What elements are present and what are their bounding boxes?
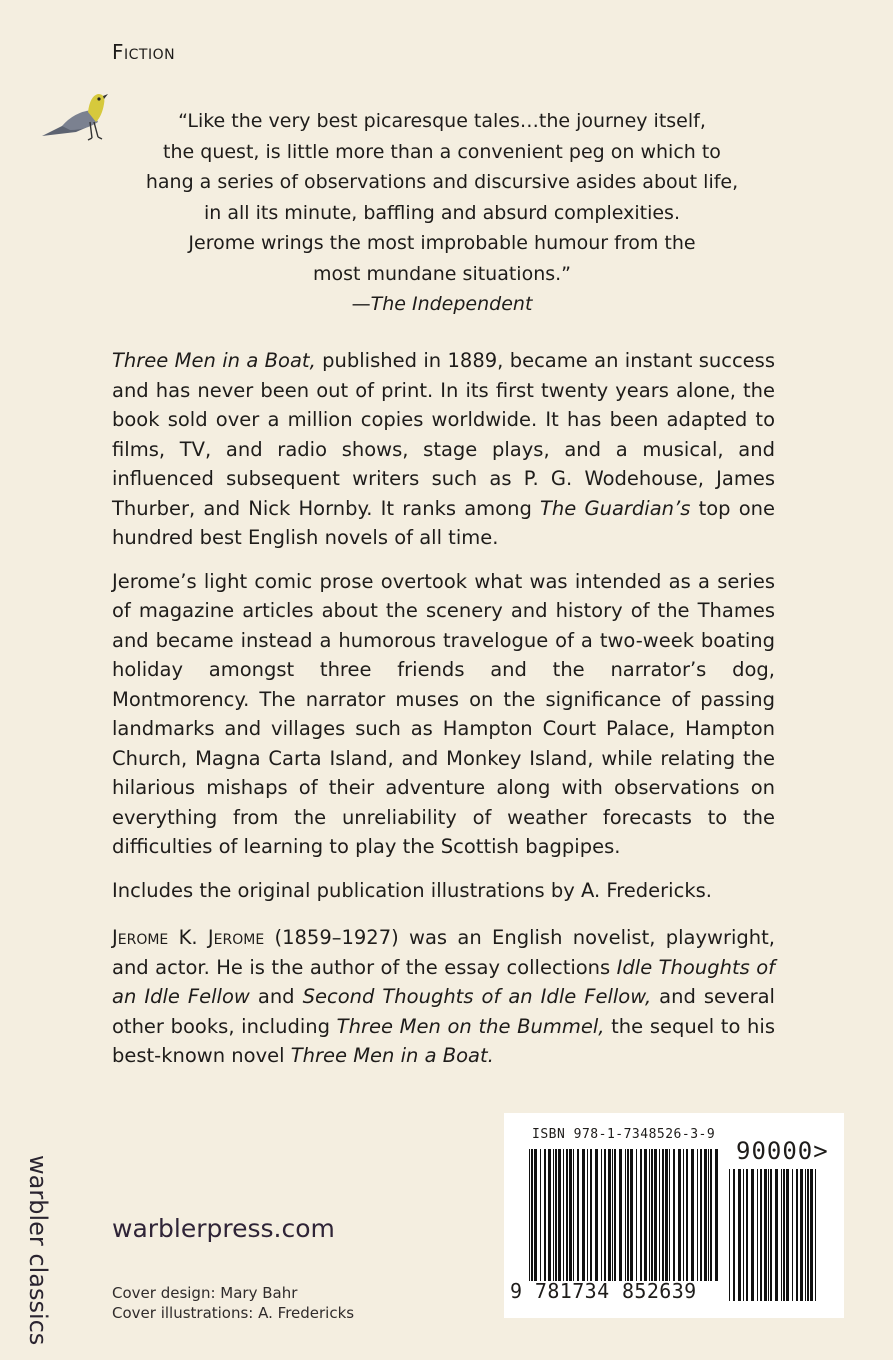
paragraph-text: published in 1889, became an instant success and has never been out of print. In its first twenty years alone, the book sold over a million copies worldwide. It has been adapted to films, TV, and radio shows, stage plays, and a musical, and influenced subsequent writers such as P. G. Wodehouse, James Thurber, and Nick Hornby. It ranks among [112,349,775,520]
paragraph-text: top one hundred best English novels of all time. [112,496,775,549]
barcode-bar [614,1149,616,1281]
barcode-bar [544,1149,546,1281]
author-name: Jerome K. Jerome [112,926,265,949]
attribution-dash: — [351,293,371,315]
barcode-bar [729,1169,730,1301]
barcode-bar [708,1149,709,1281]
barcode-bar [796,1169,798,1301]
description-paragraph-3: Includes the original publication illustrations by A. Fredericks. [112,878,712,902]
barcode-bar [540,1149,541,1281]
barcode-bar [673,1149,675,1281]
bio-text: and [249,985,303,1008]
barcode-panel [504,1113,844,1318]
barcode-bar [775,1169,778,1301]
barcode-bar [792,1169,793,1301]
barcode-bar [529,1149,530,1281]
barcode-bar [640,1149,642,1281]
barcode-bar [649,1149,650,1281]
barcode-bar [630,1149,633,1281]
barcode-bar [815,1169,816,1301]
barcode-bar [651,1149,653,1281]
barcode-bar [625,1149,626,1281]
barcode-bar [764,1169,767,1301]
barcode-bar [733,1169,735,1301]
cover-credits [112,1283,354,1323]
barcode-bar [577,1149,579,1281]
publisher-brand: warbler classics [24,1155,52,1346]
barcode-bar [636,1149,637,1281]
barcode-bar [548,1149,551,1281]
description-paragraph-1 [112,346,775,553]
quote-line: “Like the very best picaresque tales…the journey itself, [178,110,706,132]
quote-line: in all its minute, baffling and absurd complexities. [203,201,680,224]
barcode-bar [566,1149,568,1281]
barcode-bar [669,1149,670,1281]
barcode-bar [627,1149,629,1281]
barcode-bar [595,1149,598,1281]
barcode-bar [683,1149,684,1281]
barcode-bar [612,1149,613,1281]
barcode-bar [757,1169,758,1301]
book-title: Three Men on the Bummel, [336,1014,605,1038]
barcode-bar [619,1149,622,1281]
barcode-bar [770,1169,772,1301]
price-code: 90000> [736,1137,829,1165]
barcode-bar [604,1149,606,1281]
publication-name: The Guardian’s [540,496,691,520]
description-paragraph-2: Jerome’s light comic prose overtook what was intended as a series of magazine articles about the scenery and history of the Thames and became instead a humorous travelogue of a two-week boating holiday amongst three friends and the narrator’s dog, Montmorency. The narrator muses on the significance of passing landmarks and villages such as Hampton Court Palace, Hampton Church, Magna Carta Island, and Monkey Island, while relating the hilarious mishaps of their adventure along with observations on everything from the unreliability of weather forecasts to the difficulties of learning to play the Scottish bagpipes. [112,569,775,858]
quote-line: hang a series of observations and discursive asides about life, [145,171,739,193]
barcode-bar [704,1149,707,1281]
barcode-bar [710,1149,712,1281]
quote-attribution [112,289,772,320]
barcode-bar [678,1149,681,1281]
isbn-label: ISBN 978-1-7348526-3-9 [532,1127,716,1142]
barcode-bar [553,1149,554,1281]
addon-barcode-bars [728,1169,820,1301]
barcode-bar [781,1169,782,1301]
barcode-bar [751,1169,754,1301]
warbler-bird-icon [40,82,108,148]
barcode-bar [715,1149,718,1281]
barcode-bar [654,1149,657,1281]
barcode-bar [587,1149,588,1281]
barcode-bar [665,1149,668,1281]
barcode-bar [738,1169,741,1301]
barcode-bar [743,1169,744,1301]
barcode-bar [697,1149,698,1281]
barcode-bar [783,1169,785,1301]
bio-text: the sequel to his best-known novel [112,1014,775,1067]
barcode-bar [700,1149,702,1281]
description [112,346,775,1085]
barcode-bars [528,1149,722,1281]
publisher-website: warblerpress.com [112,1214,335,1243]
barcode-bar [662,1149,664,1281]
barcode-bar [659,1149,660,1281]
cover-illustration-credit: Cover illustrations: A. Fredericks [112,1304,355,1322]
barcode-bar [691,1149,694,1281]
quote-line: Jerome wrings the most improbable humour from the [188,232,696,254]
cover-design-credit: Cover design: Mary Bahr [112,1284,298,1302]
barcode-bar [531,1149,533,1281]
barcode-bar [686,1149,688,1281]
author-bio [112,923,775,1071]
barcode-bar [746,1169,748,1301]
book-title: Second Thoughts of an Idle Fellow, [302,985,652,1008]
barcode-bar [558,1149,561,1281]
barcode-bar [555,1149,557,1281]
review-quote [112,106,772,320]
barcode-bar [800,1169,803,1301]
book-title: Idle Thoughts of an Idle Fellow [112,955,775,1008]
quote-line: most mundane situations.” [312,262,572,285]
barcode-bar [608,1149,611,1281]
barcode-bar [805,1169,806,1301]
barcode-bar [786,1169,789,1301]
barcode-bar [563,1149,564,1281]
bio-text: (1859–1927) was an English novelist, playwright, and actor. He is the author of the essay collections [112,926,775,979]
bio-text: and several other books, including [112,985,775,1038]
barcode-bar [573,1149,574,1281]
barcode-bar [768,1169,769,1301]
barcode-bar [590,1149,592,1281]
book-title: Three Men in a Boat, [112,349,316,372]
barcode-bar [582,1149,585,1281]
barcode-bar [601,1149,602,1281]
quote-source: The Independent [370,293,533,315]
barcode-bar [534,1149,537,1281]
barcode-bar [644,1149,647,1281]
quote-line: the quest, is little more than a convenient peg on which to [163,140,721,163]
genre-label: Fiction [112,40,176,64]
barcode-digits: 9 781734 852639 [510,1279,697,1303]
book-title: Three Men in a Boat. [290,1044,494,1067]
barcode-bar [569,1149,572,1281]
barcode-bar [807,1169,809,1301]
barcode-bar [810,1169,813,1301]
barcode-bar [760,1169,762,1301]
